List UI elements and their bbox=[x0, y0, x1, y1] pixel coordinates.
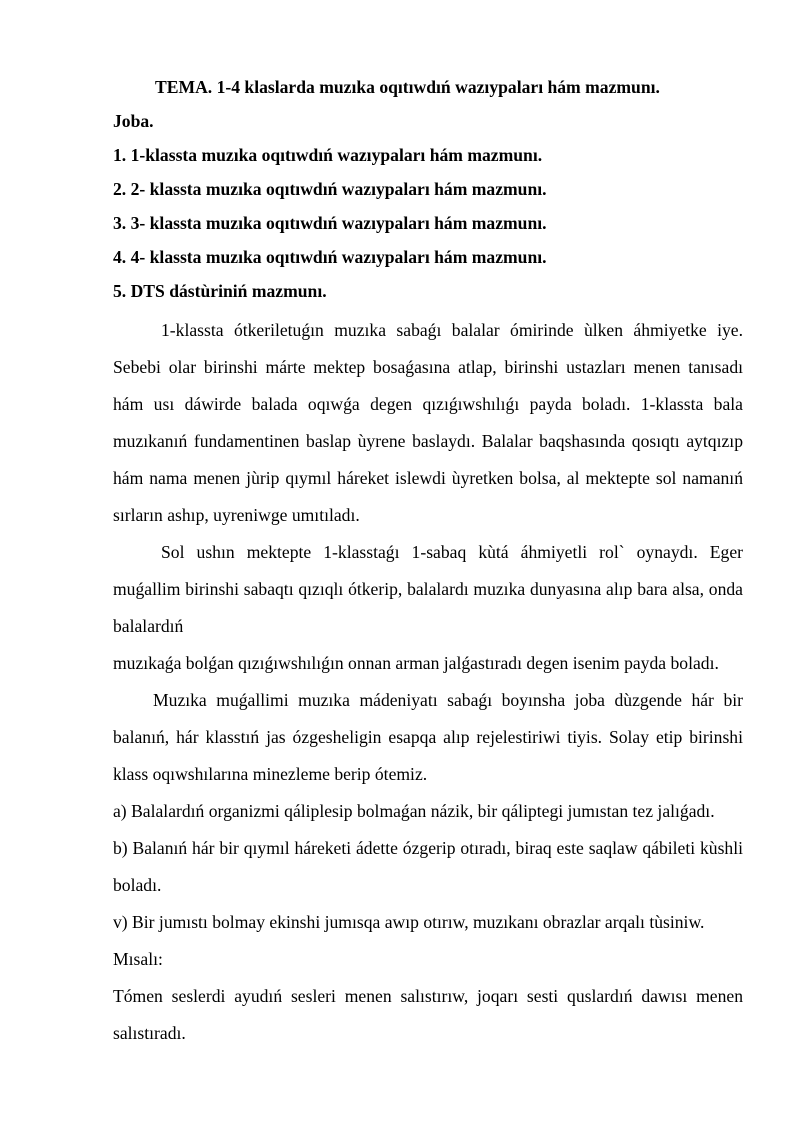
body-paragraph-4: Muzıka muǵallimi muzıka mádeniyatı sabaǵı boyınsha joba dùzgende hár bir balanıń, hár klasstıń jas ózgesheligin esapqa alıp rejelestiriwi tiyis. Solay etip birinshi klass oqıwshılarına minezleme berip ótemiz. bbox=[113, 690, 743, 784]
body-paragraph-5: Tómen seslerdi ayudıń sesleri menen salıstırıw, joqarı sesti quslardıń dawısı menen salıstıradı. bbox=[113, 986, 743, 1043]
document-title: TEMA. 1-4 klaslarda muzıka oqıtıwdıń wazıypaları hám mazmunı. bbox=[155, 77, 660, 97]
body-paragraph-2: Sol ushın mektepte 1-klasstaǵı 1-sabaq kùtá áhmiyetli rol` oynaydı. Eger muǵallim birinshi sabaqtı qızıqlı ótkerip, balalardı muzıka dunyasına alıp bara alsa, onda balalardıń bbox=[113, 542, 743, 636]
plan-item-3: 3. 3- klassta muzıka oqıtıwdıń wazıypaları hám mazmunı. bbox=[113, 213, 547, 233]
plan-item-4: 4. 4- klassta muzıka oqıtıwdıń wazıypaları hám mazmunı. bbox=[113, 247, 547, 267]
body-paragraph-3: muzıkaǵa bolǵan qızıǵıwshılıǵın onnan arman jalǵastıradı degen isenim payda boladı. bbox=[113, 653, 719, 673]
plan-item-1: 1. 1-klassta muzıka oqıtıwdıń wazıypaları hám mazmunı. bbox=[113, 145, 543, 165]
plan-item-2: 2. 2- klassta muzıka oqıtıwdıń wazıypaları hám mazmunı. bbox=[113, 179, 547, 199]
plan-item-5: 5. DTS dástùriniń mazmunı. bbox=[113, 281, 327, 301]
document-body bbox=[113, 70, 743, 1052]
list-item-a: a) Balalardıń organizmi qáliplesip bolmaǵan názik, bir qáliptegi jumıstan tez jalıǵadı. bbox=[113, 801, 715, 821]
example-label: Mısalı: bbox=[113, 949, 163, 969]
list-item-v: v) Bir jumıstı bolmay ekinshi jumısqa awıp otırıw, muzıkanı obrazlar arqalı tùsiniw. bbox=[113, 912, 705, 932]
body-paragraph-1: 1-klassta ótkeriletuǵın muzıka sabaǵı balalar ómirinde ùlken áhmiyetke iye. Sebebi olar birinshi márte mektep bosaǵasına atlap, birinshi ustazları menen tanısadı hám usı dáwirde balada oqıwǵa degen qızıǵıwshılıǵı payda boladı. 1-klassta bala muzıkanıń fundamentinen baslap ùyrene baslaydı. Balalar baqshasında qosıqtı aytqızıp hám nama menen jùrip qıymıl háreket islewdi ùyretken bolsa, al mektepte sol namanıń sırların ashıp, uyreniwge umıtıladı. bbox=[113, 320, 743, 525]
plan-label: Joba. bbox=[113, 111, 154, 131]
list-item-b: b) Balanıń hár bir qıymıl háreketi ádette ózgerip otıradı, biraq este saqlaw qábileti kùshli boladı. bbox=[113, 838, 743, 895]
